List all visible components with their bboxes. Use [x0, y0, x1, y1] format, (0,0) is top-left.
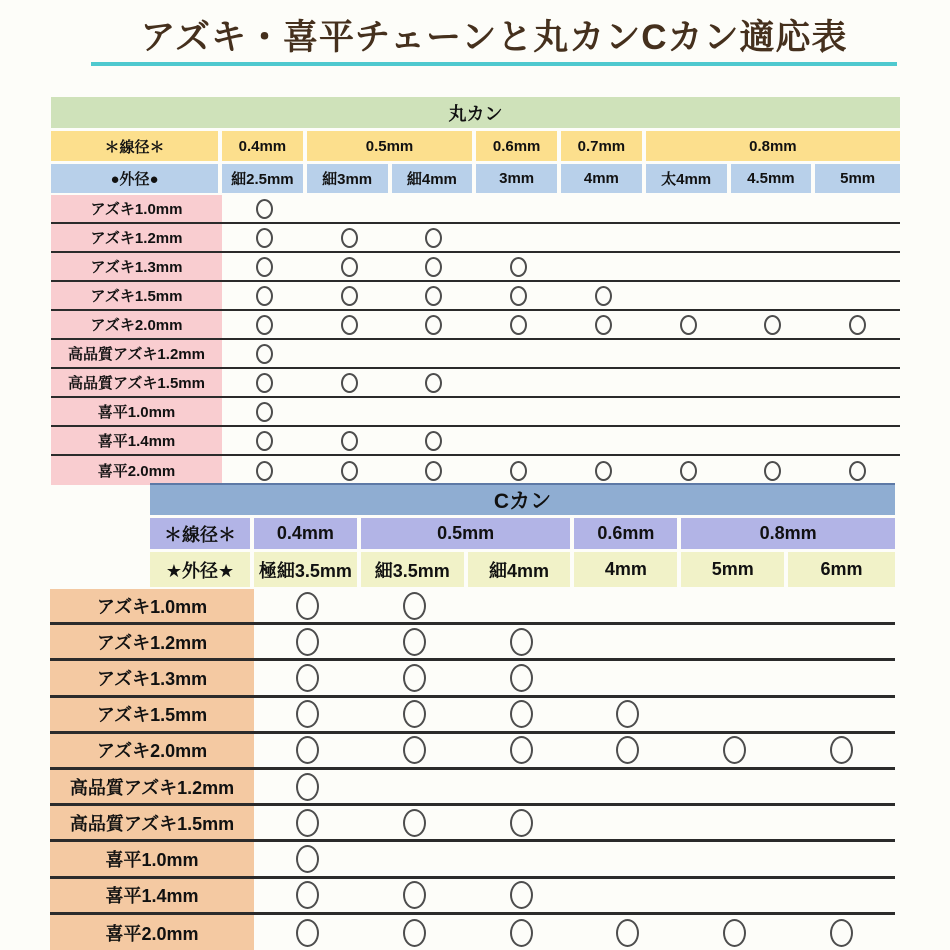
mark-cell [681, 698, 788, 731]
mark-cell [468, 806, 575, 839]
mark-cell [222, 369, 307, 396]
title-underline [91, 62, 897, 66]
mark-cell [574, 625, 681, 658]
table-row [50, 698, 895, 734]
compatible-mark-icon [595, 315, 612, 335]
mark-cell [476, 282, 561, 309]
compatible-mark-icon [616, 700, 639, 728]
mark-cell [468, 661, 575, 694]
compatible-mark-icon [256, 344, 273, 364]
compatible-mark-icon [510, 628, 533, 656]
mark-cell [646, 253, 731, 280]
mark-cell [788, 589, 895, 622]
mark-cell [222, 311, 307, 338]
compatible-mark-icon [849, 461, 866, 481]
compatible-mark-icon [296, 664, 319, 692]
mark-cell [361, 770, 468, 803]
mark-cell [574, 698, 681, 731]
mark-cell [254, 806, 361, 839]
wire-group-cell: 0.8mm [681, 518, 895, 549]
mark-cell [788, 734, 895, 767]
wire-group-cell: 0.6mm [476, 131, 561, 161]
outer-col-cell: 4mm [574, 552, 681, 587]
row-label: アズキ1.0mm [51, 195, 222, 222]
compatible-mark-icon [595, 461, 612, 481]
mark-cell [646, 224, 731, 251]
mark-cell [574, 734, 681, 767]
mark-cell [392, 253, 477, 280]
mark-cell [392, 369, 477, 396]
compatible-mark-icon [403, 736, 426, 764]
mark-cell [468, 734, 575, 767]
mark-cell [731, 224, 816, 251]
compatible-mark-icon [830, 919, 853, 947]
table-row [51, 282, 900, 311]
mark-cell [392, 427, 477, 454]
mark-cell [392, 340, 477, 367]
compatible-mark-icon [425, 286, 442, 306]
compatible-mark-icon [616, 736, 639, 764]
wire-group-cell: 0.5mm [307, 131, 477, 161]
mark-cell [254, 698, 361, 731]
table-row [50, 661, 895, 697]
mark-cell [254, 589, 361, 622]
table-row [51, 340, 900, 369]
mark-cell [307, 311, 392, 338]
compatible-mark-icon [341, 461, 358, 481]
mark-cell [361, 879, 468, 912]
mark-cell [392, 224, 477, 251]
compatible-mark-icon [510, 809, 533, 837]
mark-cell [681, 770, 788, 803]
compatible-mark-icon [296, 736, 319, 764]
table-row [50, 625, 895, 661]
mark-cell [254, 842, 361, 875]
compatible-mark-icon [510, 919, 533, 947]
mark-cell [468, 698, 575, 731]
table-row [51, 253, 900, 282]
compatible-mark-icon [425, 461, 442, 481]
mark-cell [574, 589, 681, 622]
mark-cell [681, 661, 788, 694]
mark-cell [574, 915, 681, 950]
row-label: アズキ1.3mm [51, 253, 222, 280]
mark-cell [815, 282, 900, 309]
mark-cell [468, 625, 575, 658]
mark-cell [476, 340, 561, 367]
mark-cell [731, 369, 816, 396]
compatible-mark-icon [425, 315, 442, 335]
compatible-mark-icon [723, 919, 746, 947]
compatible-mark-icon [296, 809, 319, 837]
wire-row-label: ＊線径＊ [150, 518, 254, 549]
compatible-mark-icon [403, 664, 426, 692]
mark-cell [788, 915, 895, 950]
compatible-mark-icon [849, 315, 866, 335]
mark-cell [361, 734, 468, 767]
mark-cell [815, 311, 900, 338]
mark-cell [222, 456, 307, 485]
mark-cell [254, 879, 361, 912]
mark-cell [815, 195, 900, 222]
mark-cell [476, 224, 561, 251]
outer-col-cell: 細3.5mm [361, 552, 468, 587]
row-label: アズキ1.0mm [50, 589, 254, 622]
mark-cell [731, 427, 816, 454]
mark-cell [222, 224, 307, 251]
mark-cell [254, 734, 361, 767]
row-label: アズキ2.0mm [51, 311, 222, 338]
mark-cell [307, 427, 392, 454]
mark-cell [392, 311, 477, 338]
mark-cell [307, 456, 392, 485]
outer-col-cell: 6mm [788, 552, 895, 587]
compatible-mark-icon [403, 919, 426, 947]
outer-col-cell: 5mm [815, 164, 900, 193]
table-row [50, 842, 895, 878]
mark-cell [307, 340, 392, 367]
outer-col-cell: 3mm [476, 164, 561, 193]
row-label: アズキ2.0mm [50, 734, 254, 767]
mark-cell [681, 879, 788, 912]
table-row [50, 879, 895, 915]
mark-cell [468, 842, 575, 875]
page-title-block [91, 14, 897, 66]
mark-cell [222, 253, 307, 280]
compatible-mark-icon [296, 845, 319, 873]
mark-cell [307, 282, 392, 309]
mark-cell [561, 369, 646, 396]
mark-cell [788, 842, 895, 875]
marukan-table [51, 97, 900, 485]
compatible-mark-icon [425, 373, 442, 393]
compatible-mark-icon [403, 700, 426, 728]
mark-cell [646, 456, 731, 485]
mark-cell [476, 427, 561, 454]
compatible-mark-icon [425, 431, 442, 451]
outer-col-cell: 細4mm [468, 552, 575, 587]
outer-col-cell: 細4mm [392, 164, 477, 193]
table-row [51, 369, 900, 398]
mark-cell [681, 625, 788, 658]
outer-col-cell: 極細3.5mm [254, 552, 361, 587]
compatible-mark-icon [296, 592, 319, 620]
mark-cell [307, 398, 392, 425]
wire-group-cell: 0.4mm [222, 131, 307, 161]
outer-col-cell: 細3mm [307, 164, 392, 193]
mark-cell [731, 311, 816, 338]
mark-cell [361, 625, 468, 658]
mark-cell [361, 806, 468, 839]
row-label: 喜平1.4mm [51, 427, 222, 454]
mark-cell [254, 661, 361, 694]
row-label: 喜平1.0mm [50, 842, 254, 875]
mark-cell [222, 282, 307, 309]
mark-cell [561, 311, 646, 338]
row-label: アズキ1.3mm [50, 661, 254, 694]
mark-cell [468, 879, 575, 912]
row-label: アズキ1.5mm [51, 282, 222, 309]
page-title: アズキ・喜平チェーンと丸カンCカン適応表 [140, 18, 848, 57]
compatible-mark-icon [510, 664, 533, 692]
wire-group-cell: 0.4mm [254, 518, 361, 549]
mark-cell [468, 589, 575, 622]
mark-cell [561, 224, 646, 251]
mark-cell [476, 398, 561, 425]
mark-cell [222, 398, 307, 425]
mark-cell [476, 253, 561, 280]
mark-cell [468, 770, 575, 803]
mark-cell [561, 340, 646, 367]
compatible-mark-icon [425, 257, 442, 277]
outer-col-cell: 4.5mm [731, 164, 816, 193]
compatible-mark-icon [341, 431, 358, 451]
mark-cell [731, 195, 816, 222]
compatible-mark-icon [256, 257, 273, 277]
compatible-mark-icon [510, 315, 527, 335]
row-label: 高品質アズキ1.2mm [51, 340, 222, 367]
row-label: アズキ1.5mm [50, 698, 254, 731]
compatible-mark-icon [680, 461, 697, 481]
table-title: 丸カン [51, 97, 900, 128]
compatible-mark-icon [296, 919, 319, 947]
row-label: 高品質アズキ1.2mm [50, 770, 254, 803]
compatible-mark-icon [256, 373, 273, 393]
table-row [51, 456, 900, 485]
mark-cell [574, 661, 681, 694]
mark-cell [788, 806, 895, 839]
outer-col-cell: 細2.5mm [222, 164, 307, 193]
row-label: アズキ1.2mm [50, 625, 254, 658]
mark-cell [681, 589, 788, 622]
compatible-mark-icon [403, 809, 426, 837]
mark-cell [222, 427, 307, 454]
wire-group-cell: 0.7mm [561, 131, 646, 161]
table-title: Cカン [150, 483, 895, 515]
mark-cell [561, 456, 646, 485]
compatible-mark-icon [256, 461, 273, 481]
mark-cell [731, 340, 816, 367]
row-label: 高品質アズキ1.5mm [51, 369, 222, 396]
compatible-mark-icon [256, 431, 273, 451]
table-row [51, 311, 900, 340]
compatible-mark-icon [256, 402, 273, 422]
table-row [50, 770, 895, 806]
mark-cell [476, 195, 561, 222]
compatible-mark-icon [425, 228, 442, 248]
mark-cell [815, 369, 900, 396]
mark-cell [392, 456, 477, 485]
compatible-mark-icon [680, 315, 697, 335]
mark-cell [361, 842, 468, 875]
wire-row [51, 131, 900, 161]
mark-cell [731, 253, 816, 280]
mark-cell [361, 661, 468, 694]
row-label: 高品質アズキ1.5mm [50, 806, 254, 839]
mark-cell [392, 195, 477, 222]
table-row [50, 806, 895, 842]
mark-cell [574, 879, 681, 912]
row-label: アズキ1.2mm [51, 224, 222, 251]
mark-cell [254, 625, 361, 658]
mark-cell [361, 589, 468, 622]
table-row [50, 734, 895, 770]
outer-row [150, 552, 895, 587]
table-row [50, 915, 895, 950]
mark-cell [392, 398, 477, 425]
compatible-mark-icon [296, 628, 319, 656]
mark-cell [222, 195, 307, 222]
wire-group-cell: 0.8mm [646, 131, 900, 161]
table-row [51, 398, 900, 427]
wire-row-label: ＊線径＊ [51, 131, 222, 161]
mark-cell [646, 427, 731, 454]
compatible-mark-icon [341, 315, 358, 335]
compatible-mark-icon [341, 257, 358, 277]
compatible-mark-icon [341, 373, 358, 393]
mark-cell [361, 915, 468, 950]
mark-cell [574, 842, 681, 875]
mark-cell [815, 253, 900, 280]
mark-cell [681, 842, 788, 875]
mark-cell [646, 340, 731, 367]
mark-cell [815, 340, 900, 367]
mark-cell [307, 253, 392, 280]
mark-cell [731, 398, 816, 425]
mark-cell [681, 734, 788, 767]
mark-cell [815, 398, 900, 425]
compatible-mark-icon [595, 286, 612, 306]
mark-cell [815, 224, 900, 251]
wire-group-cell: 0.6mm [574, 518, 681, 549]
compatible-mark-icon [510, 881, 533, 909]
mark-cell [788, 879, 895, 912]
mark-cell [361, 698, 468, 731]
compatible-mark-icon [764, 461, 781, 481]
outer-col-cell: 4mm [561, 164, 646, 193]
compatible-mark-icon [510, 461, 527, 481]
compatible-mark-icon [403, 881, 426, 909]
mark-cell [788, 770, 895, 803]
compatible-mark-icon [341, 228, 358, 248]
mark-cell [681, 915, 788, 950]
compatible-mark-icon [403, 592, 426, 620]
mark-cell [574, 770, 681, 803]
mark-cell [646, 398, 731, 425]
mark-cell [254, 915, 361, 950]
compatible-mark-icon [296, 881, 319, 909]
mark-cell [646, 282, 731, 309]
mark-cell [731, 282, 816, 309]
mark-cell [476, 369, 561, 396]
outer-row-label: ●外径● [51, 164, 222, 193]
mark-cell [561, 195, 646, 222]
compatible-mark-icon [256, 199, 273, 219]
mark-cell [788, 661, 895, 694]
compatible-mark-icon [256, 315, 273, 335]
compatible-mark-icon [256, 228, 273, 248]
wire-row [150, 518, 895, 549]
row-label: 喜平2.0mm [51, 456, 222, 485]
mark-cell [788, 698, 895, 731]
outer-row-label: ★外径★ [150, 552, 254, 587]
compatible-mark-icon [723, 736, 746, 764]
compatible-mark-icon [510, 286, 527, 306]
mark-cell [815, 427, 900, 454]
mark-cell [681, 806, 788, 839]
compatible-mark-icon [510, 700, 533, 728]
mark-cell [815, 456, 900, 485]
mark-cell [788, 625, 895, 658]
mark-cell [468, 915, 575, 950]
mark-cell [561, 253, 646, 280]
table-row [51, 224, 900, 253]
table-row [51, 427, 900, 456]
outer-col-cell: 太4mm [646, 164, 731, 193]
table-row [50, 589, 895, 625]
compatible-mark-icon [403, 628, 426, 656]
row-label: 喜平2.0mm [50, 915, 254, 950]
mark-cell [574, 806, 681, 839]
compatible-mark-icon [510, 257, 527, 277]
compatible-mark-icon [296, 773, 319, 801]
mark-cell [646, 311, 731, 338]
mark-cell [646, 195, 731, 222]
mark-cell [307, 224, 392, 251]
compatible-mark-icon [830, 736, 853, 764]
mark-cell [731, 456, 816, 485]
mark-cell [392, 282, 477, 309]
mark-cell [476, 456, 561, 485]
mark-cell [476, 311, 561, 338]
mark-cell [307, 369, 392, 396]
outer-col-cell: 5mm [681, 552, 788, 587]
outer-row [51, 164, 900, 193]
mark-cell [646, 369, 731, 396]
mark-cell [561, 282, 646, 309]
compatible-mark-icon [256, 286, 273, 306]
row-label: 喜平1.0mm [51, 398, 222, 425]
table-row [51, 195, 900, 224]
compatible-mark-icon [296, 700, 319, 728]
mark-cell [561, 427, 646, 454]
mark-cell [222, 340, 307, 367]
wire-group-cell: 0.5mm [361, 518, 575, 549]
mark-cell [307, 195, 392, 222]
compatible-mark-icon [510, 736, 533, 764]
mark-cell [561, 398, 646, 425]
ckan-table [50, 483, 895, 950]
row-label: 喜平1.4mm [50, 879, 254, 912]
mark-cell [254, 770, 361, 803]
compatible-mark-icon [616, 919, 639, 947]
compatible-mark-icon [341, 286, 358, 306]
compatible-mark-icon [764, 315, 781, 335]
